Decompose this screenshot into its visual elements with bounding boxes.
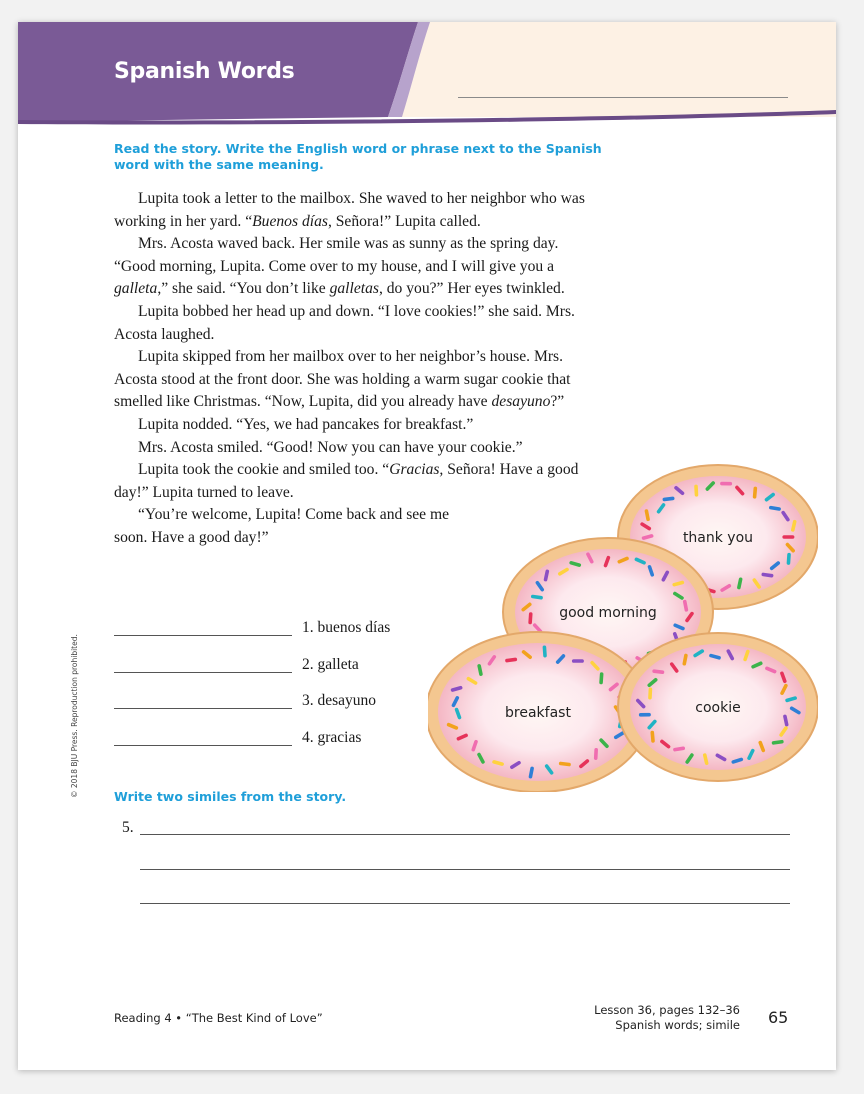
question-label: 1. buenos días: [302, 619, 391, 636]
question-label: 4. gracias: [302, 728, 362, 746]
cookie-cookie: [618, 633, 818, 781]
question-item: [114, 729, 390, 766]
story-paragraph: Lupita took the cookie and smiled too. “Gracias, Señora! Have a good day!” Lupita turned to leave.: [114, 461, 579, 501]
copyright-notice: © 2018 BJU Press. Reproduction prohibited.: [70, 634, 79, 798]
answer-line[interactable]: [114, 692, 292, 709]
simile-answer-line[interactable]: [140, 903, 790, 904]
story-paragraph: Lupita bobbed her head up and down. “I love cookies!” she said. Mrs. Acosta laughed.: [114, 302, 575, 343]
simile-answer-line[interactable]: [140, 834, 790, 835]
answer-line[interactable]: [114, 656, 292, 673]
footer-lesson: Lesson 36, pages 132–36: [594, 1003, 740, 1017]
footer-topic: Spanish words; simile: [615, 1018, 740, 1032]
page-number: 65: [768, 1008, 789, 1027]
simile-number: 5.: [122, 819, 134, 836]
story-paragraph: Lupita took a letter to the mailbox. She waved to her neighbor who was working in her yard. “Buenos días, Señora!” Lupita called.: [114, 190, 585, 230]
answer-line[interactable]: [114, 619, 292, 636]
cookie-thank-you-label: thank you: [682, 530, 754, 546]
answer-line[interactable]: [114, 729, 292, 746]
question-item: [114, 692, 390, 729]
story-paragraph: “You’re welcome, Lupita! Come back and see me soon. Have a good day!”: [114, 506, 450, 546]
cookie-good-morning-label: good morning: [559, 605, 657, 621]
name-write-line[interactable]: [458, 97, 788, 98]
question-item: [114, 619, 390, 656]
worksheet-page: [18, 22, 836, 1070]
question-item: [114, 656, 390, 693]
footer-lesson-info: [594, 1003, 740, 1033]
story-instructions: Read the story. Write the English word or phrase next to the Spanish word with the same meaning.: [114, 141, 602, 172]
story-paragraph: Lupita skipped from her mailbox over to her neighbor’s house. Mrs. Acosta stood at the front door. She was holding a warm sugar cookie that smelled like Christmas. “Now, Lupita, did you already have desayuno?”: [114, 348, 571, 411]
simile-instructions: Write two similes from the story.: [114, 789, 347, 804]
question-label: 3. desayuno: [302, 692, 377, 709]
cookie-cookie-label: cookie: [695, 700, 741, 716]
simile-answer-line[interactable]: [140, 869, 790, 870]
matching-questions: [114, 619, 390, 765]
question-label: 2. galleta: [302, 655, 359, 673]
footer-title: Reading 4 • “The Best Kind of Love”: [114, 1011, 323, 1025]
story-paragraph: Mrs. Acosta smiled. “Good! Now you can have your cookie.”: [138, 438, 523, 456]
story-paragraph: Mrs. Acosta waved back. Her smile was as sunny as the spring day. “Good morning, Lupita. Come over to my house, and I will give you a galleta,” she said. “You don’t like galletas, do you?” Her eyes twinkled.: [114, 235, 565, 298]
page-title: Spanish Words: [114, 59, 295, 84]
cookie-word-bank: [428, 447, 818, 792]
cookie-breakfast-label: breakfast: [505, 705, 571, 721]
cookie-breakfast: [428, 632, 650, 792]
story-paragraph: Lupita nodded. “Yes, we had pancakes for breakfast.”: [138, 415, 474, 433]
